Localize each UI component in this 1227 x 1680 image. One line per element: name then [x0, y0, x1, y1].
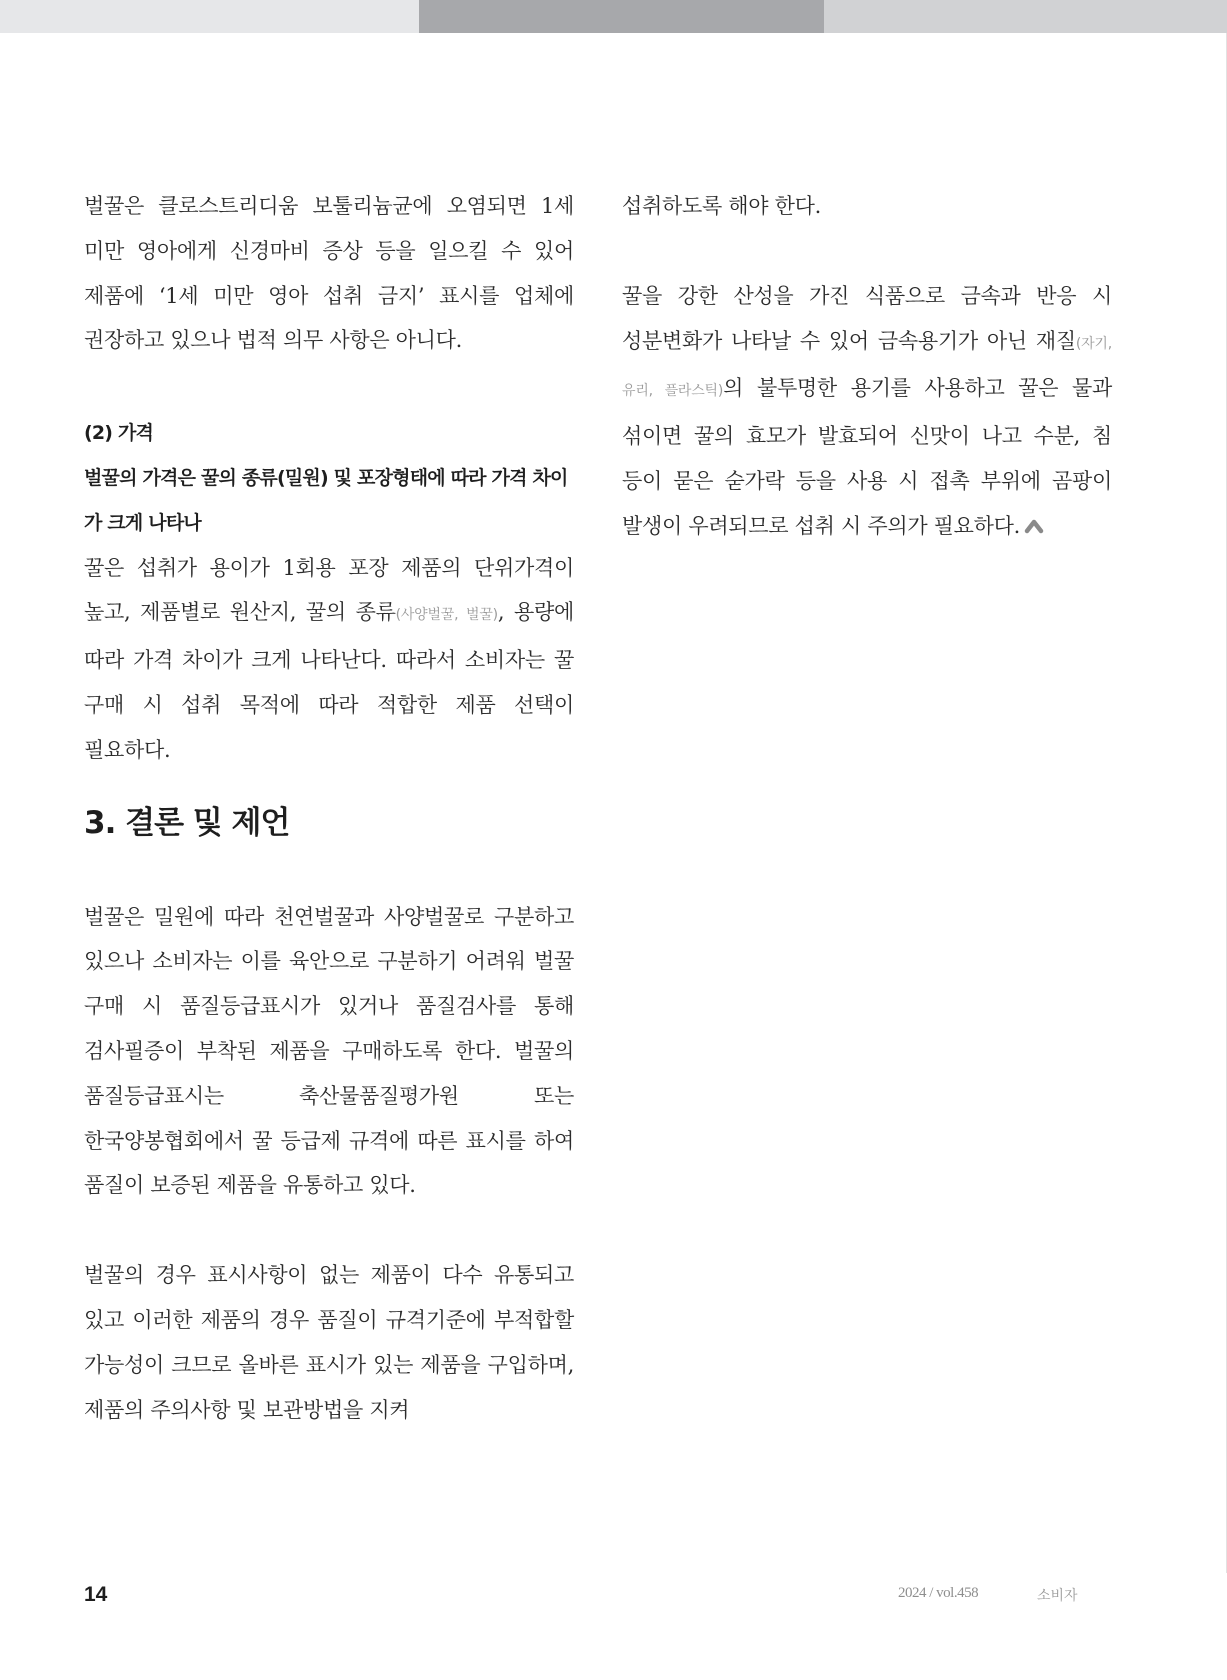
top-color-bar — [0, 0, 1227, 33]
end-of-article-chevron-icon — [1024, 505, 1044, 521]
subsection-label: (2) 가격 — [84, 422, 154, 445]
paragraph-continuation: 섭취하도록 해야 한다. — [622, 194, 821, 218]
storage-note: (자기, 유리, 플라스틱) — [622, 335, 1112, 400]
left-column — [84, 184, 574, 1432]
paragraph-labeling: 벌꿀의 경우 표시사항이 없는 제품이 다수 유통되고 있고 이러한 제품의 경우 품질이 규격기준에 부적합할 가능성이 크므로 올바른 표시가 있는 제품을 구입하며, 제품의 주의사항 및 보관방법을 지켜 — [84, 1263, 574, 1422]
top-bar-segment-mid — [824, 0, 1227, 33]
price-text-after: , 용량에 따라 가격 차이가 크게 나타난다. 따라서 소비자는 꿀 구매 시 섭취 목적에 따라 적합한 제품 선택이 필요하다. — [84, 600, 574, 762]
top-bar-segment-light — [0, 0, 419, 33]
subsection-headline: 벌꿀의 가격은 꿀의 종류(밀원) 및 포장형태에 따라 가격 차이가 크게 나타나 — [84, 466, 568, 534]
right-column — [622, 184, 1112, 549]
top-bar-segment-dark — [419, 0, 824, 33]
paragraph-price — [84, 546, 574, 773]
section-heading: 3. 결론 및 제언 — [84, 804, 290, 841]
price-note: (사양벌꿀, 벌꿀) — [395, 607, 498, 624]
paragraph-storage — [622, 274, 1112, 549]
paragraph-infant-warning: 벌꿀은 클로스트리디움 보툴리늄균에 오염되면 1세 미만 영아에게 신경마비 증상 등을 일으킬 수 있어 제품에 ‘1세 미만 영아 섭취 금지’ 표시를 업체에 권장하고 있으나 법적 의무 사항은 아니다. — [84, 194, 574, 353]
paragraph-conclusion: 벌꿀은 밀원에 따라 천연벌꿀과 사양벌꿀로 구분하고 있으나 소비자는 이를 육안으로 구분하기 어려워 벌꿀 구매 시 품질등급표시가 있거나 품질검사를 통해 검사필증이 부착된 제품을 구매하도록 한다. 벌꿀의 품질등급표시는 축산물품질평가원 또는 한국양봉협회에서 꿀 등급제 규격에 따른 표시를 하여 품질이 보증된 제품을 유통하고 있다. — [84, 904, 574, 1198]
magazine-name: 소비자 — [1037, 1588, 1078, 1604]
issue-label: 2024 / vol.458 — [898, 1585, 979, 1601]
storage-text-after: 의 불투명한 용기를 사용하고 꿀은 물과 섞이면 꿀의 효모가 발효되어 신맛이 나고 수분, 침 등이 묻은 숟가락 등을 사용 시 접촉 부위에 곰팡이 발생이 우려되므로 섭취 시 주의가 필요하다. — [622, 376, 1112, 538]
page-number: 14 — [84, 1583, 108, 1606]
storage-text-before: 꿀을 강한 산성을 가진 식품으로 금속과 반응 시 성분변화가 나타날 수 있어 금속용기가 아닌 재질 — [622, 283, 1112, 353]
price-text-before: 꿀은 섭취가 용이가 1회용 포장 제품의 단위가격이 높고, 제품별로 원산지, 꿀의 종류 — [84, 555, 574, 625]
